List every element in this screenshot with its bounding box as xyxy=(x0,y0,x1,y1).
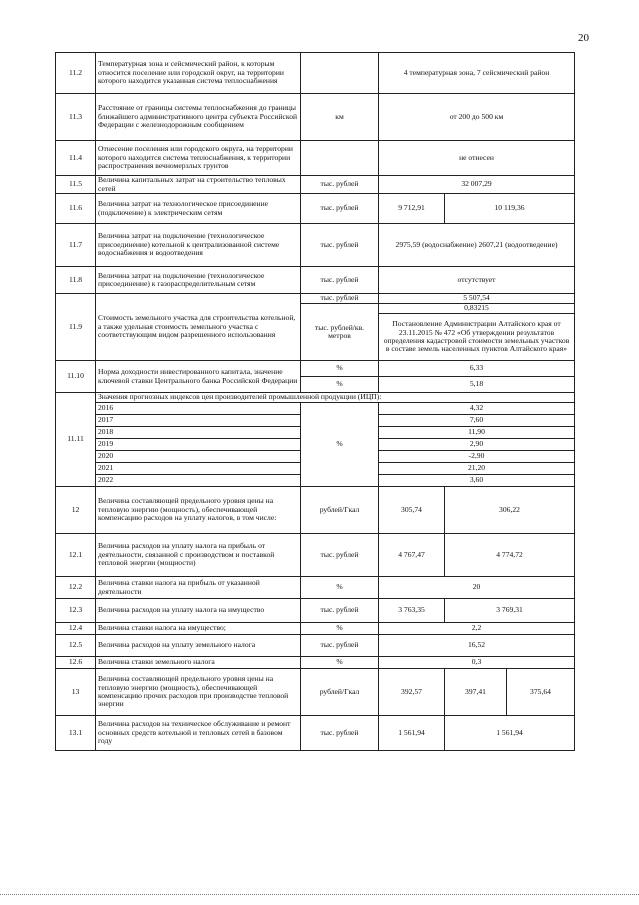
table-row xyxy=(56,94,575,141)
row-number: 12.3 xyxy=(56,599,96,623)
row-number: 11.11 xyxy=(56,393,96,487)
row-number: 11.2 xyxy=(56,53,96,94)
row-value: 2,2 xyxy=(379,623,575,635)
row-number: 11.8 xyxy=(56,267,96,294)
table-row xyxy=(56,176,575,194)
row-number: 12.5 xyxy=(56,635,96,657)
row-number: 12.6 xyxy=(56,657,96,669)
row-description: Величина ставки земельного налога xyxy=(96,657,301,669)
row-unit: тыс. рублей xyxy=(301,534,379,577)
row-unit: рублей/Гкал xyxy=(301,487,379,534)
row-unit: тыс. рублей xyxy=(301,635,379,657)
year-label: 2022 xyxy=(96,475,301,487)
row-number: 12.1 xyxy=(56,534,96,577)
table-row xyxy=(56,141,575,176)
row-value-a: 392,57 xyxy=(379,669,445,716)
row-value-a: 305,74 xyxy=(379,487,445,534)
year-label: 2017 xyxy=(96,415,301,427)
row-title: Значения прогнозных индексов цен производителей промышленной продукции (ИЦП): xyxy=(96,393,575,403)
year-value: 3,60 xyxy=(379,475,575,487)
row-unit-a: % xyxy=(301,361,379,377)
row-unit: км xyxy=(301,94,379,141)
row-unit: тыс. рублей xyxy=(301,267,379,294)
table-row xyxy=(56,393,575,403)
table-row xyxy=(56,361,575,377)
row-description: Величина затрат на технологическое присоединение (подключение) к электрическим сетям xyxy=(96,194,301,224)
row-value-a: 1 561,94 xyxy=(379,716,445,751)
year-label: 2016 xyxy=(96,403,301,415)
row-description: Величина капитальных затрат на строительство тепловых сетей xyxy=(96,176,301,194)
table-row xyxy=(56,224,575,267)
row-description: Величина расходов на уплату налога на имущество xyxy=(96,599,301,623)
row-number: 11.4 xyxy=(56,141,96,176)
row-value-c: 375,64 xyxy=(507,669,575,716)
row-unit: тыс. рублей xyxy=(301,716,379,751)
row-unit: тыс. рублей xyxy=(301,176,379,194)
table-row xyxy=(56,599,575,623)
scan-edge-divider xyxy=(0,894,639,895)
row-value: от 200 до 500 км xyxy=(379,94,575,141)
row-value-b: 1 561,94 xyxy=(445,716,575,751)
table-row xyxy=(56,716,575,751)
row-unit: % xyxy=(301,577,379,599)
row-description: Отнесение поселения или городского округа, на территории которого находится система теплоснабжения, к территории распространения вечномерзлых грунтов xyxy=(96,141,301,176)
tariff-parameters-table xyxy=(55,52,575,751)
row-value: 2975,59 (водоснабжение) 2607,21 (водоотведение) xyxy=(379,224,575,267)
row-unit-a: тыс. рублей xyxy=(301,294,379,304)
row-number: 11.10 xyxy=(56,361,96,393)
row-value: отсутствует xyxy=(379,267,575,294)
row-number: 12 xyxy=(56,487,96,534)
table-row xyxy=(56,623,575,635)
row-description: Стоимость земельного участка для строительства котельной, а также удельная стоимость земельного участка с соответствующим видом разрешенного использования xyxy=(96,294,301,361)
row-description: Температурная зона и сейсмический район, к которым относится поселение или городской округ, на территории которого находится указанная система теплоснабжения xyxy=(96,53,301,94)
row-description: Величина составляющей предельного уровня цены на тепловую энергию (мощность), обеспечивающей компенсацию прочих расходов при производстве тепловой энергии xyxy=(96,669,301,716)
year-label: 2019 xyxy=(96,439,301,451)
row-description: Величина расходов на техническое обслуживание и ремонт основных средств котельной и тепловых сетей в базовом году xyxy=(96,716,301,751)
row-unit xyxy=(301,141,379,176)
row-number: 11.6 xyxy=(56,194,96,224)
row-description: Величина затрат на подключение (технологическое присоединение) к газораспределительным сетям xyxy=(96,267,301,294)
row-description: Величина ставки налога на имущество; xyxy=(96,623,301,635)
row-description: Величина затрат на подключение (технологическое присоединение) котельной к централизованной системе водоснабжения и водоотведения xyxy=(96,224,301,267)
row-unit: рублей/Гкал xyxy=(301,669,379,716)
table-row xyxy=(56,669,575,716)
row-number: 11.9 xyxy=(56,294,96,361)
row-unit-b: тыс. рублей/кв. метров xyxy=(301,304,379,361)
row-value: 4 температурная зона, 7 сейсмический район xyxy=(379,53,575,94)
row-number: 12.2 xyxy=(56,577,96,599)
row-unit: % xyxy=(301,623,379,635)
row-unit-b: % xyxy=(301,377,379,393)
year-value: 7,60 xyxy=(379,415,575,427)
row-description: Норма доходности инвестированного капитала, значение ключевой ставки Центрального банка Российской Федерации xyxy=(96,361,301,393)
row-value-a: 6,33 xyxy=(379,361,575,377)
row-value-b: 0,83215 xyxy=(379,304,575,314)
row-unit: тыс. рублей xyxy=(301,599,379,623)
year-value: 21,20 xyxy=(379,463,575,475)
year-value: 11,90 xyxy=(379,427,575,439)
table-row xyxy=(56,194,575,224)
row-value-a: 9 712,91 xyxy=(379,194,445,224)
row-description: Величина расходов на уплату земельного налога xyxy=(96,635,301,657)
row-value-c: Постановление Администрации Алтайского края от 23.11.2015 № 472 «Об утверждении результатов определения кадастровой стоимости земельных участков в составе земель населенных пунктов Алтайского края» xyxy=(379,314,575,361)
row-number: 11.3 xyxy=(56,94,96,141)
row-description: Величина составляющей предельного уровня цены на тепловую энергию (мощность), обеспечивающей компенсацию расходов на уплату налогов, в том числе: xyxy=(96,487,301,534)
table-row xyxy=(56,294,575,304)
year-label: 2021 xyxy=(96,463,301,475)
row-value-b: 3 769,31 xyxy=(445,599,575,623)
row-value: 20 xyxy=(379,577,575,599)
year-label: 2020 xyxy=(96,451,301,463)
row-unit: % xyxy=(301,657,379,669)
row-unit xyxy=(301,53,379,94)
year-value: -2,90 xyxy=(379,451,575,463)
table-row xyxy=(56,534,575,577)
row-description: Расстояние от границы системы теплоснабжения до границы ближайшего административного центра субъекта Российской Федерации с железнодорожным сообщением xyxy=(96,94,301,141)
row-unit: тыс. рублей xyxy=(301,224,379,267)
table-row xyxy=(56,577,575,599)
table-row xyxy=(56,635,575,657)
table-row xyxy=(56,657,575,669)
row-value-b: 5,18 xyxy=(379,377,575,393)
table-row xyxy=(56,487,575,534)
row-number: 13 xyxy=(56,669,96,716)
table-row xyxy=(56,267,575,294)
row-number: 11.5 xyxy=(56,176,96,194)
row-value-a: 3 763,35 xyxy=(379,599,445,623)
row-unit: % xyxy=(301,403,379,487)
table-row xyxy=(56,53,575,94)
row-value-b: 4 774,72 xyxy=(445,534,575,577)
year-value: 2,90 xyxy=(379,439,575,451)
row-description: Величина расходов на уплату налога на прибыль от деятельности, связанной с производством и поставкой тепловой энергии (мощности) xyxy=(96,534,301,577)
page-number: 20 xyxy=(578,32,589,44)
row-value-b: 10 119,36 xyxy=(445,194,575,224)
year-label: 2018 xyxy=(96,427,301,439)
row-value-a: 4 767,47 xyxy=(379,534,445,577)
table-row xyxy=(56,403,575,415)
row-value: 32 007,29 xyxy=(379,176,575,194)
row-value: 16,52 xyxy=(379,635,575,657)
row-number: 11.7 xyxy=(56,224,96,267)
row-value-b: 397,41 xyxy=(445,669,507,716)
row-number: 12.4 xyxy=(56,623,96,635)
row-value: 0,3 xyxy=(379,657,575,669)
row-value-b: 306,22 xyxy=(445,487,575,534)
year-value: 4,32 xyxy=(379,403,575,415)
row-unit: тыс. рублей xyxy=(301,194,379,224)
row-value-a: 5 507,54 xyxy=(379,294,575,304)
row-value: не отнесен xyxy=(379,141,575,176)
row-number: 13.1 xyxy=(56,716,96,751)
row-description: Величина ставки налога на прибыль от указанной деятельности xyxy=(96,577,301,599)
